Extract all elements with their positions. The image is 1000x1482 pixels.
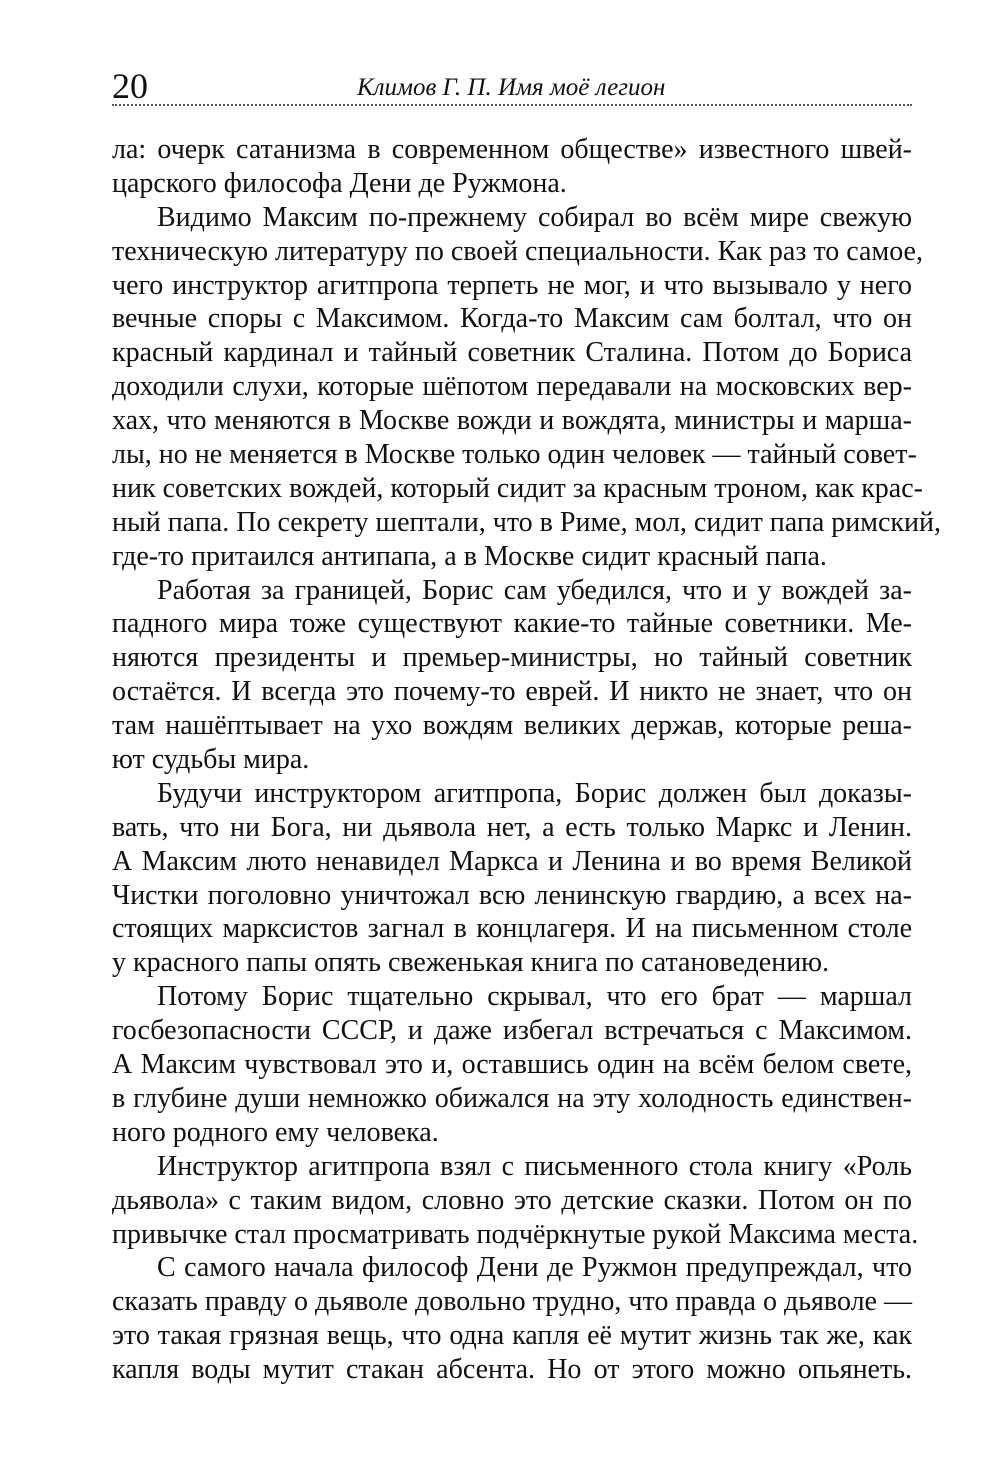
text-line: ют судьбы мира. xyxy=(112,744,310,776)
text-line: техническую литературу по своей специальности. Как раз то самое, xyxy=(112,235,923,267)
text-line: это такая грязная вещь, что одна капля её мутит жизнь так же, как xyxy=(112,1320,912,1352)
running-title: Климов Г. П. Имя моё легион xyxy=(357,74,666,101)
text-line: ного родного ему человека. xyxy=(112,1116,439,1148)
text-line: падного мира тоже существуют какие-то тайные советники. Ме- xyxy=(112,608,912,640)
text-line: ник советских вождей, который сидит за красным троном, как крас- xyxy=(112,472,923,504)
page-header xyxy=(112,64,912,108)
text-line: привычке стал просматривать подчёркнутые рукой Максима места. xyxy=(112,1218,919,1250)
text-line: вать, что ни Бога, ни дьявола нет, а есть только Маркс и Ленин. xyxy=(112,811,912,843)
text-line: А Максим чувствовал это и, оставшись один на всём белом свете, xyxy=(112,1049,912,1081)
text-line: хах, что меняются в Москве вожди и вождята, министры и марша- xyxy=(112,405,912,437)
header-divider xyxy=(112,104,912,106)
text-line: доходили слухи, которые шёпотом передавали на московских вер- xyxy=(112,371,912,403)
text-line: С самого начала философ Дени де Ружмон предупреждал, что xyxy=(157,1252,912,1284)
text-line: ный папа. По секрету шептали, что в Риме, мол, сидит папа римский, xyxy=(112,506,941,538)
text-line: А Максим люто ненавидел Маркса и Ленина и во время Великой xyxy=(112,845,912,877)
text-line: вечные споры с Максимом. Когда-то Максим сам болтал, что он xyxy=(112,303,912,335)
text-line: красный кардинал и тайный советник Сталина. Потом до Бориса xyxy=(112,337,912,369)
text-line: царского философа Дени де Ружмона. xyxy=(112,167,567,199)
page-body-text xyxy=(112,133,941,1387)
text-line: Чистки поголовно уничтожал всю ленинскую гвардию, а всех на- xyxy=(112,879,912,911)
text-line: Инструктор агитпропа взял с письменного стола книгу «Роль xyxy=(157,1150,912,1182)
text-line: сказать правду о дьяволе довольно трудно, что правда о дьяволе — xyxy=(112,1286,912,1318)
text-line: Будучи инструктором агитпропа, Борис должен был доказы- xyxy=(157,777,912,809)
text-line: дьявола» с таким видом, словно это детские сказки. Потом он по xyxy=(112,1184,912,1216)
text-line: Потому Борис тщательно скрывал, что его брат — маршал xyxy=(157,981,912,1013)
text-line: в глубине души немножко обижался на эту холодность единствен- xyxy=(112,1082,912,1114)
text-line: у красного папы опять свеженькая книга по сатановедению. xyxy=(112,947,830,979)
page-number: 20 xyxy=(112,66,148,106)
text-line: Видимо Максим по-прежнему собирал во всём мире свежую xyxy=(157,201,912,233)
text-line: няются президенты и премьер-министры, но тайный советник xyxy=(112,642,912,674)
text-line: стоящих марксистов загнал в концлагеря. И на письменном столе xyxy=(112,913,912,945)
text-line: капля воды мутит стакан абсента. Но от этого можно опьянеть. xyxy=(112,1354,912,1386)
text-line: лы, но не меняется в Москве только один человек — тайный совет- xyxy=(112,439,917,471)
text-line: чего инструктор агитпропа терпеть не мог, и что вызывало у него xyxy=(112,269,912,301)
text-line: госбезопасности СССР, и даже избегал встречаться с Максимом. xyxy=(112,1015,912,1047)
text-line: Работая за границей, Борис сам убедился, что и у вождей за- xyxy=(157,574,912,606)
text-line: там нашёптывает на ухо вождям великих держав, которые реша- xyxy=(112,710,912,742)
text-line: где-то притаился антипапа, а в Москве сидит красный папа. xyxy=(112,540,827,572)
text-line: остаётся. И всегда это почему-то еврей. И никто не знает, что он xyxy=(112,676,912,708)
text-line: ла: очерк сатанизма в современном обществе» известного швей- xyxy=(112,134,912,165)
